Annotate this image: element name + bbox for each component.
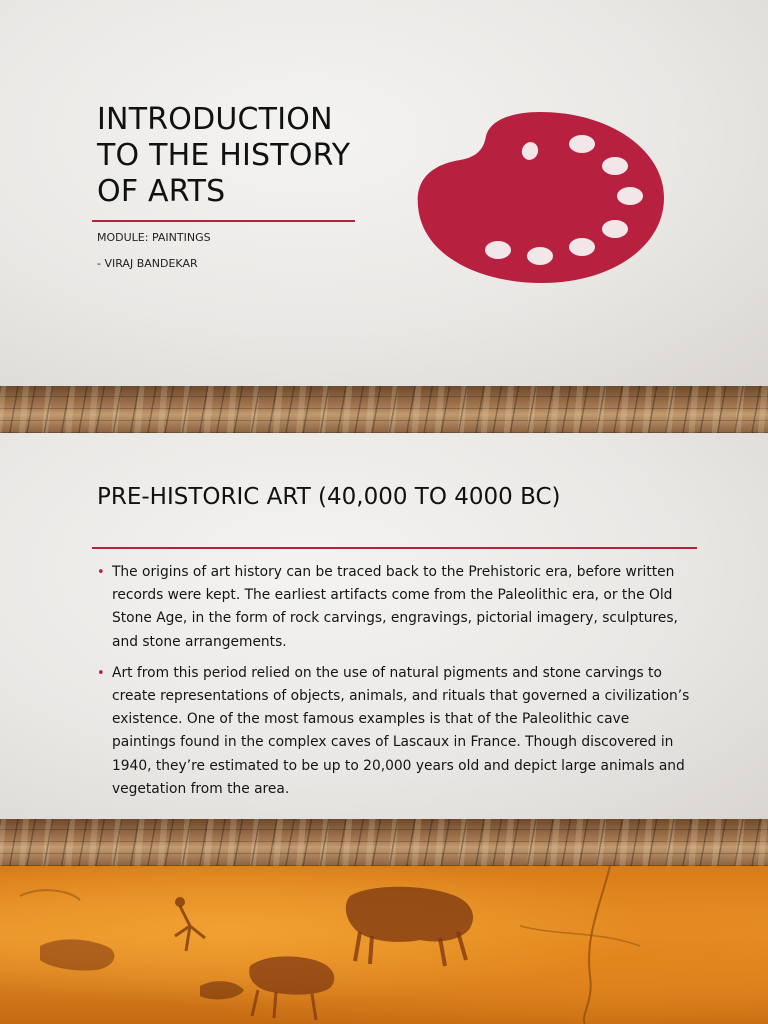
wooden-floor-strip	[0, 819, 768, 866]
slide-title: INTRODUCTION TO THE HISTORY OF ARTS	[97, 102, 351, 209]
title-divider	[92, 220, 355, 222]
cave-painting-image	[0, 866, 768, 1024]
module-label: MODULE: PAINTINGS	[97, 231, 211, 244]
title-slide	[0, 0, 768, 386]
bullet-dot: •	[97, 565, 105, 580]
slide-heading: PRE-HISTORIC ART (40,000 TO 4000 BC)	[97, 484, 561, 510]
content-slide	[0, 433, 768, 819]
list-item	[97, 662, 697, 801]
author-label: - VIRAJ BANDEKAR	[97, 257, 198, 270]
heading-divider	[92, 547, 697, 549]
bullet-text: Art from this period relied on the use of natural pigments and stone carvings to create representations of objects, animals, and rituals that governed a civilization’s existence. One of the most famous examples is that of the Paleolithic cave paintings found in the complex caves of Lascaux in France. Though discovered in 1940, they’re estimated to be up to 20,000 years old and depict large animals and vegetation from the area.	[112, 664, 690, 797]
bullet-text: The origins of art history can be traced back to the Prehistoric era, before written records were kept. The earliest artifacts come from the Paleolithic era, or the Old Stone Age, in the form of rock carvings, engravings, pictorial imagery, sculptures, and stone arrangements.	[112, 564, 678, 650]
palette-icon	[414, 106, 666, 288]
bullet-dot: •	[97, 665, 105, 681]
list-item	[97, 561, 697, 654]
bullet-list	[97, 561, 697, 809]
wooden-floor-strip	[0, 386, 768, 433]
